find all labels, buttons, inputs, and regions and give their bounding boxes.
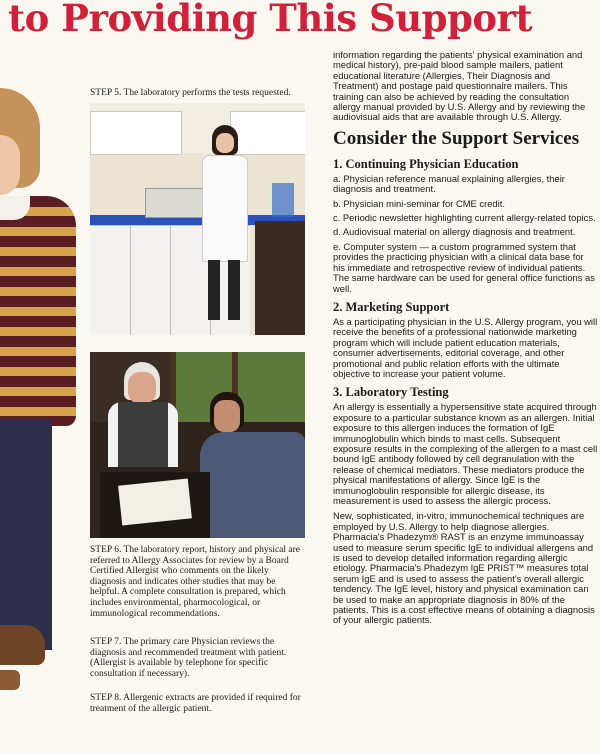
laboratory-photo [90, 103, 305, 335]
support-services-column [333, 50, 598, 631]
step-5-text: STEP 5. The laboratory performs the tests requested. [90, 88, 291, 98]
section-1-item: a. Physician reference manual explaining allergies, their diagnosis and treatment. [333, 172, 565, 195]
section-1-item: c. Periodic newsletter highlighting current allergy-related topics. [333, 212, 596, 224]
page-headline: to Providing This Support [8, 0, 533, 40]
section-1-item: e. Computer system — a custom programmed system that provides the practicing physician with a clinical data base for his immediate and retrospective review of individual patients. The same hardware can be used for general office functions as well. [333, 240, 595, 294]
section-1-title: 1. Continuing Physician Education [333, 156, 519, 171]
intro-paragraph: information regarding the patients' physical examination and medical history), pre-paid blood sample mailers, patient educational literature (Allergies, Their Diagnosis and Treatment) and postage paid questionnaire mailers. This training can also be achieved by reading the consultation allergy manual provided by U.S. Allergy and by reviewing the audiovisual aids that are available through U.S. Allergy. [333, 49, 586, 123]
section-2-body: As a participating physician in the U.S. Allergy program, you will receive the benefits of a professional nationwide marketing program which will include patient education materials, consumer advertisements, editorial coverage, and other promotional and public relation efforts with the ultimate objective to increase your patient volume. [333, 315, 598, 379]
step-6-text: STEP 6. The laboratory report, history and physical are referred to Allergy Associates for review by a Board Certified Allergist who comments on the likely diagnosis and indicates other studies that may be helpful. A complete consultation is prepared, which includes environmental, pharmocological, or immunological recommendations. [90, 545, 301, 619]
step-7-text: STEP 7. The primary care Physician reviews the diagnosis and recommended treatment with patient. (Allergist is available by telephone for specific consultation if necessary). [90, 637, 287, 679]
section-1-item: b. Physician mini-seminar for CME credit. [333, 197, 505, 209]
section-3-paragraph-2: New, sophisticated, in-vitro, immunochemical techniques are employed by U.S. Allergy to help diagnose allergies. Pharmacia's Phadezym® RAST is an enzyme immunoassay used to measure serum specific IgE to individual allergens and is used to develop detailed information regarding allergic etiology. Pharmacia's Phadezym IgE PRIST™ measures total serum IgE and is used to assess the patient's overall allergic tendency. The IgE level, history and physical examination can be used to make an appropriate diagnosis in 80% of the patients. This is a cost effective means of obtaining a diagnosis of your allergic patients. [333, 510, 595, 626]
section-1-item: d. Audiovisual material on allergy diagnosis and treatment. [333, 226, 576, 238]
section-3-paragraph-1: An allergy is essentially a hypersensitive state acquired through exposure to a particular substance known as an allergen. Initial exposure to this allergen induces the formation of IgE immunoglobulin which binds to mast cells. Subsequent exposure results in the complexing of the allergen to a mast cell bound IgE antibody followed by cell degranulation with the release of chemical mediators. These mediators produce the physical manifestations of allergy. Since IgE is the immunoglobulin responsible for allergic disease, its measurement is used to assess the allergic process. [333, 401, 598, 506]
support-services-heading: Consider the Support Services [333, 127, 580, 149]
consultation-photo [90, 352, 305, 538]
section-2-title: 2. Marketing Support [333, 299, 450, 314]
step-8-text: STEP 8. Allergenic extracts are provided if required for treatment of the allergic patient. [90, 693, 301, 714]
child-photo [0, 0, 78, 753]
section-3-title: 3. Laboratory Testing [333, 385, 449, 400]
